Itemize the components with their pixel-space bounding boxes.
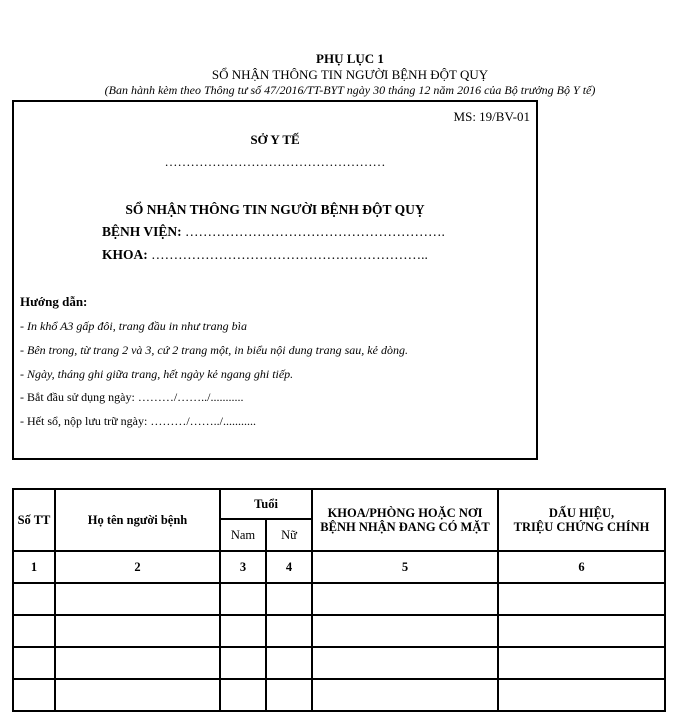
guide-line: - In khổ A3 gấp đôi, trang đầu in như trang bìa bbox=[20, 319, 247, 333]
table-cell[interactable] bbox=[498, 583, 665, 615]
column-number: 3 bbox=[220, 551, 266, 583]
table-cell[interactable] bbox=[266, 583, 312, 615]
table-cell[interactable] bbox=[266, 679, 312, 711]
hospital-label: BỆNH VIỆN: bbox=[102, 224, 182, 239]
table-cell[interactable] bbox=[55, 615, 220, 647]
table-cell[interactable] bbox=[498, 615, 665, 647]
column-header-patient-name: Họ tên người bệnh bbox=[55, 489, 220, 551]
table-cell[interactable] bbox=[55, 679, 220, 711]
signs-line-1: DẤU HIỆU, bbox=[548, 505, 615, 520]
table-cell[interactable] bbox=[498, 647, 665, 679]
table-row bbox=[13, 583, 665, 615]
column-number: 5 bbox=[312, 551, 498, 583]
issued-by-note: (Ban hành kèm theo Thông tư số 47/2016/TT-BYT ngày 30 tháng 12 năm 2016 của Bộ trưởng Bộ Y tế) bbox=[104, 83, 596, 97]
column-number: 2 bbox=[55, 551, 220, 583]
table-cell[interactable] bbox=[312, 679, 498, 711]
column-number: 1 bbox=[13, 551, 55, 583]
table-cell[interactable] bbox=[266, 647, 312, 679]
department-dots: …………………………………………………….. bbox=[147, 247, 428, 262]
hospital-field[interactable] bbox=[102, 224, 445, 240]
table-row bbox=[13, 615, 665, 647]
column-number: 4 bbox=[266, 551, 312, 583]
table-cell[interactable] bbox=[220, 615, 266, 647]
table-cell[interactable] bbox=[312, 615, 498, 647]
appendix-label: PHỤ LỤC 1 bbox=[316, 51, 384, 66]
guide-title: Hướng dẫn: bbox=[20, 294, 88, 309]
table-row bbox=[13, 679, 665, 711]
table-cell[interactable] bbox=[220, 647, 266, 679]
table-cell[interactable] bbox=[220, 679, 266, 711]
start-date-field[interactable]: - Bắt đầu sử dụng ngày: ………/……../........... bbox=[20, 390, 244, 404]
table-cell[interactable] bbox=[266, 615, 312, 647]
table-row bbox=[13, 647, 665, 679]
column-header-female: Nữ bbox=[266, 519, 312, 551]
signs-line-2: TRIỆU CHỨNG CHÍNH bbox=[513, 520, 650, 534]
book-title: SỔ NHẬN THÔNG TIN NGƯỜI BỆNH ĐỘT QUỴ bbox=[125, 202, 425, 217]
table-cell[interactable] bbox=[498, 679, 665, 711]
form-code: MS: 19/BV-01 bbox=[453, 109, 530, 124]
table-cell[interactable] bbox=[220, 583, 266, 615]
hospital-dots: …………………………………………………. bbox=[181, 224, 445, 239]
column-header-department: KHOA/PHÒNG HOẶC NƠI BỆNH NHẬN ĐANG CÓ MẶT bbox=[312, 489, 498, 551]
table-cell[interactable] bbox=[13, 583, 55, 615]
patient-register-table bbox=[12, 488, 666, 712]
guide-line: - Bên trong, từ trang 2 và 3, cứ 2 trang một, in biểu nội dung trang sau, kẻ dòng. bbox=[20, 343, 408, 357]
table-cell[interactable] bbox=[13, 615, 55, 647]
table-cell[interactable] bbox=[13, 647, 55, 679]
table-cell[interactable] bbox=[55, 647, 220, 679]
column-number-row bbox=[13, 551, 665, 583]
column-header-signs bbox=[498, 489, 665, 551]
table-cell[interactable] bbox=[13, 679, 55, 711]
department-field[interactable] bbox=[102, 247, 428, 263]
table-cell[interactable] bbox=[55, 583, 220, 615]
department-of-health-field[interactable]: …………………………………………… bbox=[164, 154, 386, 169]
table-cell[interactable] bbox=[312, 647, 498, 679]
column-header-no: Số TT bbox=[13, 489, 55, 551]
book-cover-frame bbox=[12, 100, 538, 460]
document-title: SỔ NHẬN THÔNG TIN NGƯỜI BỆNH ĐỘT QUỴ bbox=[211, 67, 489, 82]
guide-line: - Ngày, tháng ghi giữa trang, hết ngày kẻ ngang ghi tiếp. bbox=[20, 367, 294, 381]
column-number: 6 bbox=[498, 551, 665, 583]
department-label: KHOA: bbox=[102, 247, 148, 262]
table-cell[interactable] bbox=[312, 583, 498, 615]
column-header-age: Tuổi bbox=[220, 489, 312, 519]
department-of-health-label: SỞ Y TẾ bbox=[250, 132, 300, 147]
column-header-male: Nam bbox=[220, 519, 266, 551]
end-date-field[interactable]: - Hết sổ, nộp lưu trữ ngày: ………/……../........... bbox=[20, 414, 256, 428]
